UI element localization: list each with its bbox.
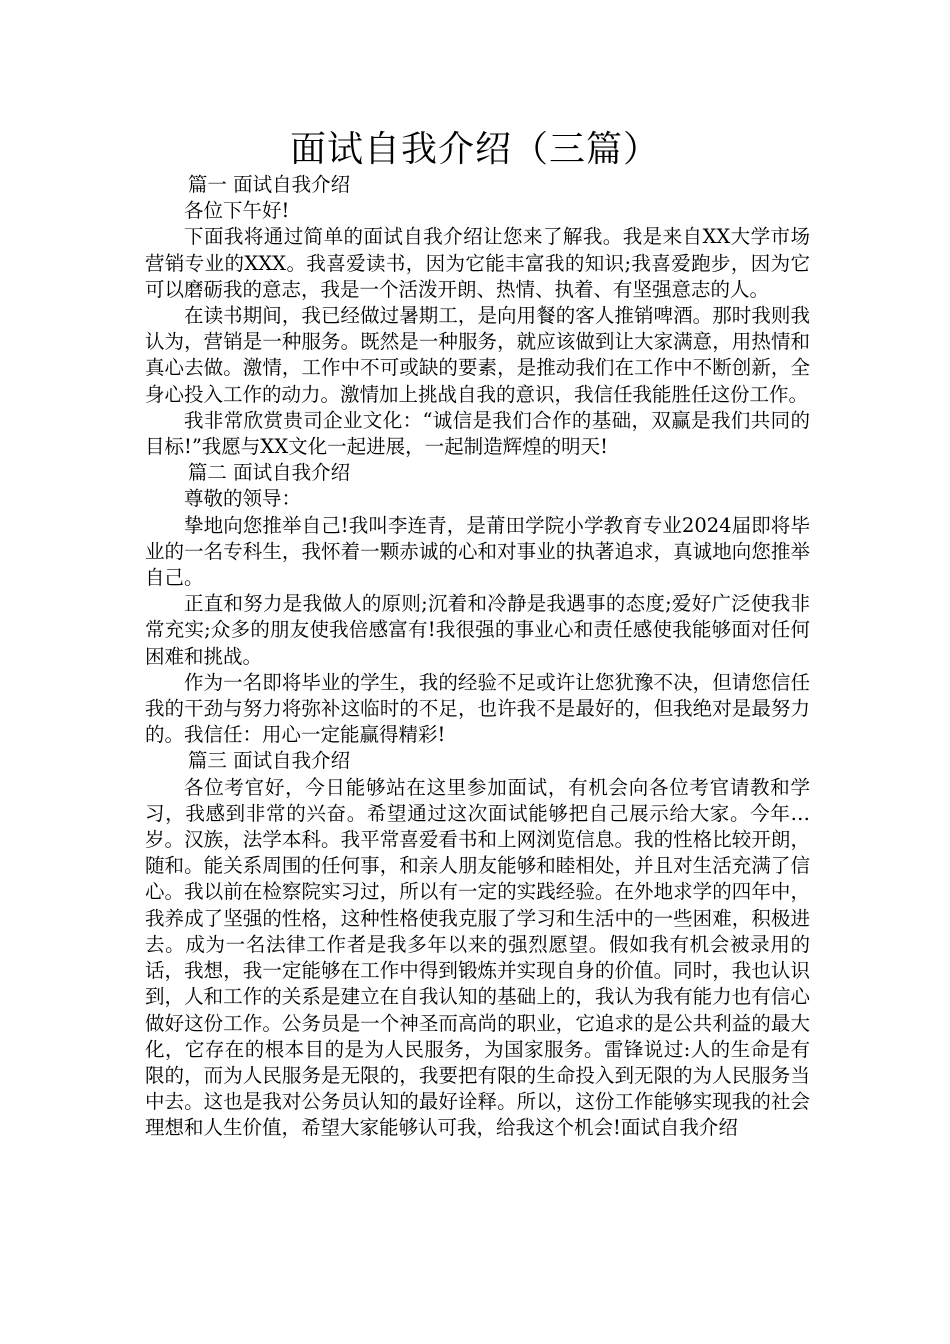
document-body (145, 172, 810, 1142)
section-2-greeting: 尊敬的领导： (184, 487, 302, 511)
section-1-paragraph: 下面我将通过简单的面试自我介绍让您来了解我。我是来自XX大学市场营销专业的XXX。我喜爱读书，因为它能丰富我的知识;我喜爱跑步，因为它可以磨砺我的意志，我是一个活泼开朗、热情、执着、有坚强意志的人。 (145, 225, 810, 301)
section-1-heading: 篇一 面试自我介绍 (187, 173, 351, 196)
section-3-paragraph: 各位考官好，今日能够站在这里参加面试，有机会向各位考官请教和学习，我感到非常的兴奋。希望通过这次面试能够把自己展示给大家。今年…岁。汉族，法学本科。我平常喜爱看书和上网浏览信息。我的性格比较开朗，随和。能关系周围的任何事，和亲人朋友能够和睦相处，并且对生活充满了信心。我以前在检察院实习过，所以有一定的实践经验。在外地求学的四年中，我养成了坚强的性格，这种性格使我克服了学习和生活中的一些困难，积极进去。成为一名法律工作者是我多年以来的强烈愿望。假如我有机会被录用的话，我想，我一定能够在工作中得到锻炼并实现自身的价值。同时，我也认识到，人和工作的关系是建立在自我认知的基础上的，我认为我有能力也有信心做好这份工作。公务员是一个神圣而高尚的职业，它追求的是公共利益的最大化，它存在的根本目的是为人民服务，为国家服务。雷锋说过:人的生命是有限的，而为人民服务是无限的，我要把有限的生命投入到无限的为人民服务当中去。这也是我对公务员认知的最好诠释。所以，这份工作能够实现我的社会理想和人生价值，希望大家能够认可我，给我这个机会!面试自我介绍 (145, 775, 810, 1140)
section-2-paragraph: 挚地向您推举自己!我叫李连青，是莆田学院小学教育专业2024届即将毕业的一名专科生，我怀着一颗赤诚的心和对事业的执著追求，真诚地向您推举自己。 (145, 513, 810, 590)
section-2-paragraph: 正直和努力是我做人的原则;沉着和冷静是我遇事的态度;爱好广泛使我非常充实;众多的朋友使我倍感富有!我很强的事业心和责任感使我能够面对任何困难和挑战。 (145, 592, 810, 668)
section-2-paragraph: 作为一名即将毕业的学生，我的经验不足或许让您犹豫不决，但请您信任我的干劲与努力将弥补这临时的不足，也许我不是最好的，但我绝对是最努力的。我信任：用心一定能赢得精彩! (145, 670, 810, 747)
document-title: 面试自我介绍（三篇） (289, 129, 660, 170)
section-1-greeting: 各位下午好! (184, 199, 290, 223)
section-1-paragraph: 我非常欣赏贵司企业文化：“诚信是我们合作的基础，双赢是我们共同的目标!”我愿与XX文化一起进展，一起制造辉煌的明天! (145, 408, 810, 459)
section-3-heading: 篇三 面试自我介绍 (187, 749, 351, 773)
section-2-heading: 篇二 面试自我介绍 (187, 461, 351, 485)
section-1-paragraph: 在读书期间，我已经做过暑期工，是向用餐的客人推销啤酒。那时我则我认为，营销是一种服务。既然是一种服务，就应该做到让大家满意，用热情和真心去做。激情，工作中不可或缺的要素，是推动我们在工作中不断创新，全身心投入工作的动力。激情加上挑战自我的意识，我信任我能胜任这份工作。 (145, 304, 810, 406)
